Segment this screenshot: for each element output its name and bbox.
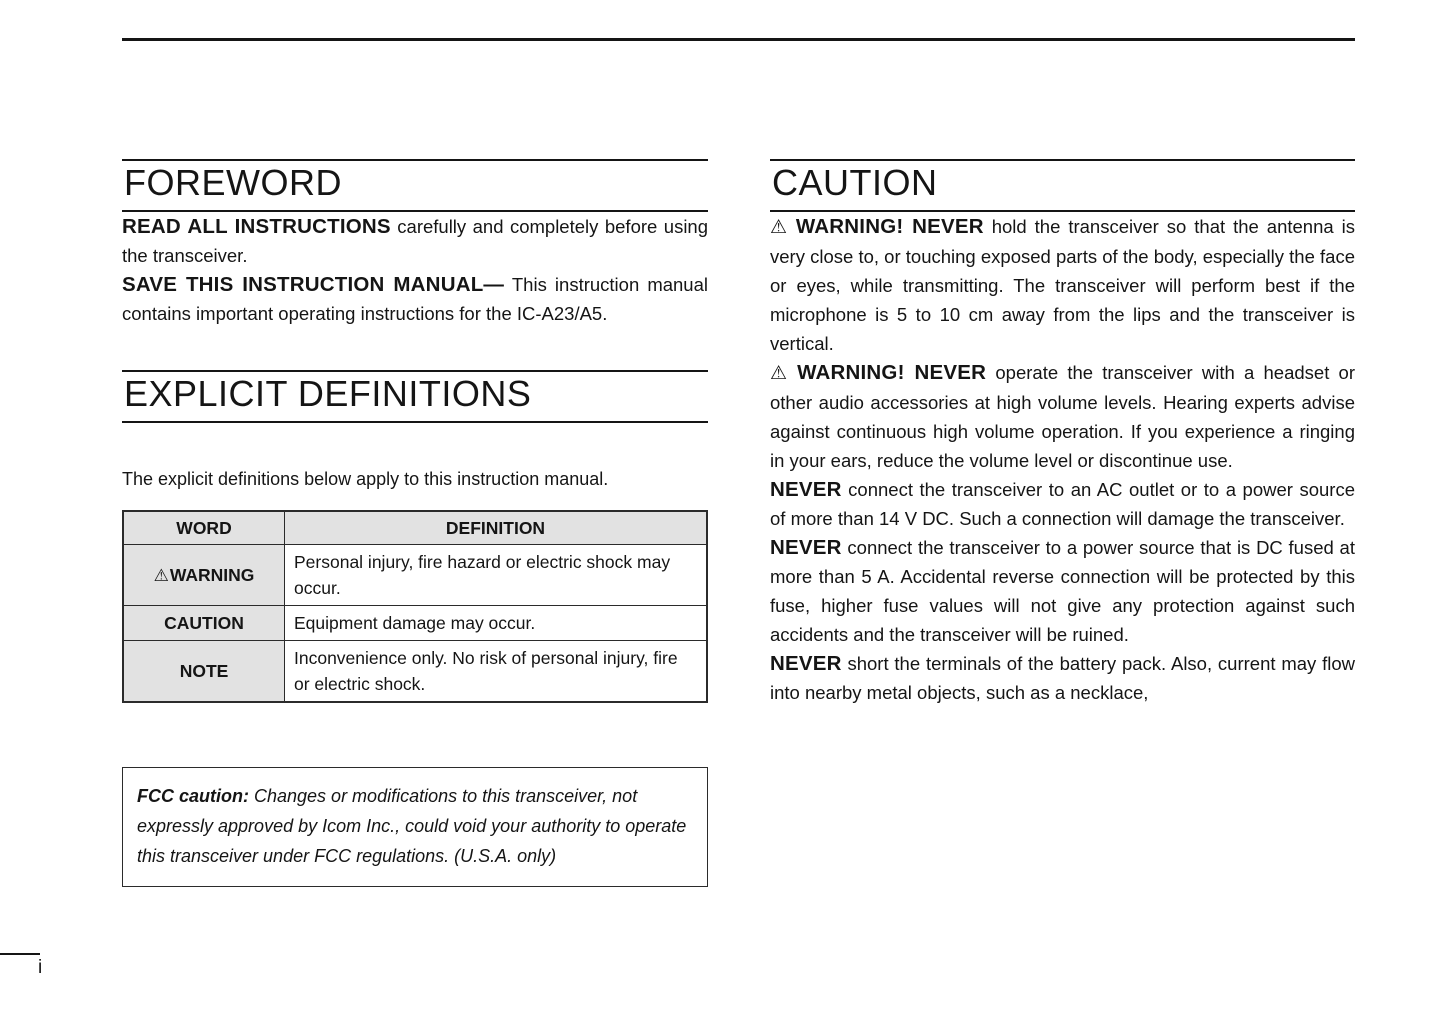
paragraph-text: hold the transceiver so that the antenna is very close to, or touching exposed parts of the body, especially the face or eyes, while transmitting. The transceiver will perform best if the microphone is 5 to 10 cm away from the lips and the transceiver is vertical.	[770, 216, 1355, 354]
warning-icon: ⚠	[153, 565, 169, 585]
warning-definition-cell: Personal injury, fire hazard or electric shock may occur.	[285, 545, 708, 606]
right-column	[770, 159, 1355, 887]
paragraph-text: connect the transceiver to a power source that is DC fused at more than 5 A. Accidental reverse connection will be protected by this fuse, higher fuse values will not give any protection against such accidents and the transceiver will be ruined.	[770, 537, 1355, 645]
left-column	[122, 159, 708, 887]
definitions-intro: The explicit definitions below apply to this instruction manual.	[122, 469, 609, 489]
paragraph-text: operate the transceiver with a headset or other audio accessories at high volume levels. Hearing experts advise against continuous high volume operation. If you experience a ringing in your ears, reduce the volume level or discontinue use.	[770, 362, 1355, 471]
read-all-instructions-lead: READ ALL INSTRUCTIONS	[122, 215, 391, 238]
table-header-row	[123, 511, 707, 545]
table-row	[123, 606, 707, 641]
fcc-caution-box	[122, 767, 708, 887]
paragraph-text: carefully and completely before using the transceiver.	[122, 216, 709, 266]
paragraph-text: short the terminals of the battery pack. Also, current may flow into nearby metal objects, such as a necklace,	[770, 653, 1355, 703]
word-column-header: WORD	[123, 511, 285, 545]
definition-column-header: DEFINITION	[285, 511, 708, 545]
foreword-paragraph-2	[122, 270, 708, 328]
note-word-cell: NOTE	[123, 641, 285, 703]
manual-page	[122, 0, 1355, 887]
paragraph-text: connect the transceiver to an AC outlet or to a power source of more than 14 V DC. Such a connection will damage the transceiver.	[770, 479, 1355, 529]
save-manual-lead: SAVE THIS INSTRUCTION MANUAL—	[122, 273, 505, 296]
columns	[122, 159, 1355, 887]
warning-never-lead: WARNING! NEVER	[795, 215, 984, 238]
warning-never-lead: WARNING! NEVER	[797, 361, 987, 384]
never-lead: NEVER	[770, 652, 842, 675]
word-label: WARNING	[169, 564, 255, 585]
table-row	[123, 545, 707, 606]
caution-paragraph-2	[770, 358, 1355, 475]
fcc-caution-text: Changes or modifications to this transceiver, not expressly approved by Icom Inc., could void your authority to operate this transceiver under FCC regulations. (U.S.A. only)	[137, 786, 687, 866]
foreword-paragraph-1	[122, 212, 708, 270]
top-rule	[122, 38, 1355, 41]
never-lead: NEVER	[770, 478, 842, 501]
caution-paragraph-3	[770, 475, 1355, 533]
explicit-definitions-heading: EXPLICIT DEFINITIONS	[122, 370, 708, 423]
caution-word-cell: CAUTION	[123, 606, 285, 641]
table-row	[123, 641, 707, 703]
caution-paragraph-4	[770, 533, 1355, 649]
warning-icon: ⚠	[770, 217, 790, 238]
warning-icon: ⚠	[770, 363, 792, 384]
never-lead: NEVER	[770, 536, 842, 559]
fcc-caution-lead: FCC caution:	[137, 786, 249, 806]
definitions-table	[122, 510, 708, 703]
footer-rule	[0, 953, 40, 955]
page-number: i	[38, 957, 43, 978]
caution-paragraph-5	[770, 649, 1355, 707]
caution-definition-cell: Equipment damage may occur.	[285, 606, 708, 641]
caution-paragraph-1	[770, 212, 1355, 358]
paragraph-text: This instruction manual contains important operating instructions for the IC-A23/A5.	[122, 274, 708, 324]
warning-word-cell	[123, 545, 285, 606]
note-definition-cell: Inconvenience only. No risk of personal injury, fire or electric shock.	[285, 641, 708, 703]
caution-heading: CAUTION	[770, 159, 1355, 212]
foreword-heading: FOREWORD	[122, 159, 708, 212]
